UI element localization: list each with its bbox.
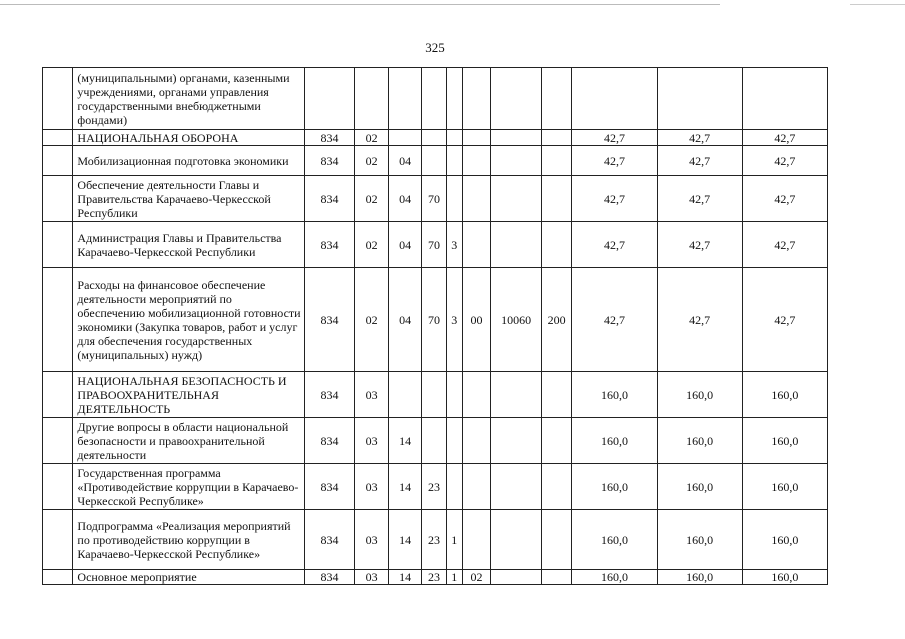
scan-edge-line <box>0 4 720 5</box>
cell-csr1 <box>422 146 446 176</box>
cell-vr <box>541 222 571 268</box>
cell-csr2 <box>446 372 462 418</box>
cell-csr3 <box>462 176 490 222</box>
table-row <box>43 372 828 418</box>
cell-rz: 03 <box>355 510 388 570</box>
cell-name: Обеспечение деятельности Главы и Правительства Карачаево-Черкесской Республики <box>73 176 304 222</box>
cell-csr1: 70 <box>422 268 446 372</box>
cell-csr1: 70 <box>422 222 446 268</box>
cell-vr <box>541 510 571 570</box>
cell-vr: 200 <box>541 268 571 372</box>
cell-pr: 04 <box>388 268 421 372</box>
table-row <box>43 222 828 268</box>
cell-sum1: 160,0 <box>572 510 657 570</box>
cell-name: Подпрограмма «Реализация мероприятий по противодействию коррупции в Карачаево-Черкесской Республике» <box>73 510 304 570</box>
cell-vr <box>541 68 571 130</box>
cell-rz: 03 <box>355 418 388 464</box>
cell-grbs: 834 <box>304 268 355 372</box>
cell-rz: 02 <box>355 222 388 268</box>
cell-rz: 03 <box>355 372 388 418</box>
row-number-cell <box>43 510 73 570</box>
cell-pr <box>388 372 421 418</box>
cell-csr1 <box>422 68 446 130</box>
cell-sum3: 160,0 <box>742 372 827 418</box>
cell-vr <box>541 570 571 585</box>
cell-csr2 <box>446 464 462 510</box>
table-row <box>43 510 828 570</box>
cell-vr <box>541 372 571 418</box>
cell-csr3 <box>462 130 490 146</box>
cell-pr: 14 <box>388 464 421 510</box>
cell-csr4 <box>491 570 542 585</box>
cell-sum2: 42,7 <box>657 176 742 222</box>
cell-sum2: 42,7 <box>657 130 742 146</box>
cell-csr2 <box>446 418 462 464</box>
cell-csr2 <box>446 176 462 222</box>
cell-sum2: 160,0 <box>657 570 742 585</box>
cell-csr3: 00 <box>462 268 490 372</box>
cell-sum2: 42,7 <box>657 146 742 176</box>
cell-sum3 <box>742 68 827 130</box>
cell-csr4 <box>491 68 542 130</box>
cell-csr1: 70 <box>422 176 446 222</box>
cell-sum2: 160,0 <box>657 418 742 464</box>
cell-name: (муниципальными) органами, казенными учреждениями, органами управления государственными внебюджетными фондами) <box>73 68 304 130</box>
cell-csr2: 1 <box>446 510 462 570</box>
cell-name: Основное мероприятие <box>73 570 304 585</box>
cell-name: НАЦИОНАЛЬНАЯ БЕЗОПАСНОСТЬ И ПРАВООХРАНИТЕЛЬНАЯ ДЕЯТЕЛЬНОСТЬ <box>73 372 304 418</box>
row-number-cell <box>43 222 73 268</box>
cell-grbs: 834 <box>304 146 355 176</box>
cell-sum1: 160,0 <box>572 418 657 464</box>
cell-csr3 <box>462 68 490 130</box>
cell-csr3 <box>462 146 490 176</box>
cell-csr4 <box>491 372 542 418</box>
cell-vr <box>541 176 571 222</box>
cell-grbs <box>304 68 355 130</box>
cell-csr1 <box>422 372 446 418</box>
cell-sum3: 160,0 <box>742 510 827 570</box>
cell-csr4 <box>491 130 542 146</box>
page-number: 325 <box>425 40 445 55</box>
cell-name: Администрация Главы и Правительства Карачаево-Черкесской Республики <box>73 222 304 268</box>
row-number-cell <box>43 146 73 176</box>
cell-pr: 14 <box>388 570 421 585</box>
budget-table <box>42 67 828 585</box>
table-row <box>43 570 828 585</box>
cell-grbs: 834 <box>304 222 355 268</box>
table-row <box>43 146 828 176</box>
cell-sum3: 42,7 <box>742 222 827 268</box>
cell-csr2 <box>446 146 462 176</box>
cell-sum1: 42,7 <box>572 176 657 222</box>
cell-csr4 <box>491 418 542 464</box>
cell-sum3: 42,7 <box>742 176 827 222</box>
cell-sum2: 160,0 <box>657 372 742 418</box>
cell-csr1 <box>422 418 446 464</box>
cell-sum3: 42,7 <box>742 268 827 372</box>
cell-vr <box>541 464 571 510</box>
cell-grbs: 834 <box>304 372 355 418</box>
cell-sum3: 42,7 <box>742 130 827 146</box>
row-number-cell <box>43 68 73 130</box>
cell-rz: 03 <box>355 464 388 510</box>
cell-grbs: 834 <box>304 130 355 146</box>
cell-sum3: 160,0 <box>742 418 827 464</box>
cell-grbs: 834 <box>304 418 355 464</box>
cell-vr <box>541 146 571 176</box>
cell-sum1 <box>572 68 657 130</box>
cell-sum1: 160,0 <box>572 464 657 510</box>
cell-name: Расходы на финансовое обеспечение деятельности мероприятий по обеспечению мобилизационной готовности экономики (Закупка товаров, работ и услуг для обеспечения государственных (муниципальных) нужд) <box>73 268 304 372</box>
row-number-cell <box>43 176 73 222</box>
cell-sum2: 160,0 <box>657 510 742 570</box>
cell-vr <box>541 418 571 464</box>
cell-csr1: 23 <box>422 570 446 585</box>
cell-pr: 04 <box>388 146 421 176</box>
cell-sum1: 42,7 <box>572 146 657 176</box>
table-row <box>43 130 828 146</box>
row-number-cell <box>43 268 73 372</box>
cell-csr4 <box>491 464 542 510</box>
cell-pr: 14 <box>388 418 421 464</box>
cell-grbs: 834 <box>304 570 355 585</box>
cell-csr1: 23 <box>422 510 446 570</box>
table-row <box>43 418 828 464</box>
cell-csr4 <box>491 146 542 176</box>
cell-rz: 02 <box>355 146 388 176</box>
cell-rz: 02 <box>355 268 388 372</box>
cell-name: НАЦИОНАЛЬНАЯ ОБОРОНА <box>73 130 304 146</box>
cell-csr2 <box>446 130 462 146</box>
cell-sum1: 42,7 <box>572 222 657 268</box>
cell-name: Государственная программа «Противодействие коррупции в Карачаево-Черкесской Республике» <box>73 464 304 510</box>
table-row <box>43 176 828 222</box>
cell-sum2 <box>657 68 742 130</box>
cell-csr4: 10060 <box>491 268 542 372</box>
cell-pr: 14 <box>388 510 421 570</box>
cell-sum3: 160,0 <box>742 464 827 510</box>
cell-csr3 <box>462 418 490 464</box>
cell-sum3: 160,0 <box>742 570 827 585</box>
cell-sum3: 42,7 <box>742 146 827 176</box>
cell-csr1: 23 <box>422 464 446 510</box>
row-number-cell <box>43 464 73 510</box>
cell-csr2 <box>446 68 462 130</box>
cell-vr <box>541 130 571 146</box>
cell-csr3: 02 <box>462 570 490 585</box>
cell-grbs: 834 <box>304 510 355 570</box>
cell-pr: 04 <box>388 176 421 222</box>
cell-name: Другие вопросы в области национальной безопасности и правоохранительной деятельности <box>73 418 304 464</box>
cell-csr1 <box>422 130 446 146</box>
cell-csr4 <box>491 176 542 222</box>
table-row <box>43 68 828 130</box>
cell-grbs: 834 <box>304 464 355 510</box>
cell-pr <box>388 130 421 146</box>
cell-grbs: 834 <box>304 176 355 222</box>
cell-csr3 <box>462 464 490 510</box>
cell-rz: 02 <box>355 176 388 222</box>
cell-sum1: 160,0 <box>572 372 657 418</box>
table-row <box>43 464 828 510</box>
cell-csr3 <box>462 510 490 570</box>
cell-sum2: 160,0 <box>657 464 742 510</box>
cell-pr <box>388 68 421 130</box>
cell-csr2: 1 <box>446 570 462 585</box>
cell-csr3 <box>462 222 490 268</box>
cell-rz: 02 <box>355 130 388 146</box>
cell-sum1: 160,0 <box>572 570 657 585</box>
cell-csr2: 3 <box>446 222 462 268</box>
cell-csr3 <box>462 372 490 418</box>
cell-pr: 04 <box>388 222 421 268</box>
row-number-cell <box>43 372 73 418</box>
cell-sum1: 42,7 <box>572 130 657 146</box>
cell-rz <box>355 68 388 130</box>
row-number-cell <box>43 570 73 585</box>
cell-name: Мобилизационная подготовка экономики <box>73 146 304 176</box>
cell-sum2: 42,7 <box>657 268 742 372</box>
cell-sum1: 42,7 <box>572 268 657 372</box>
cell-csr4 <box>491 510 542 570</box>
cell-csr4 <box>491 222 542 268</box>
table-row <box>43 268 828 372</box>
scan-edge-line <box>850 4 905 5</box>
cell-csr2: 3 <box>446 268 462 372</box>
cell-rz: 03 <box>355 570 388 585</box>
row-number-cell <box>43 130 73 146</box>
cell-sum2: 42,7 <box>657 222 742 268</box>
table-body <box>43 68 828 585</box>
row-number-cell <box>43 418 73 464</box>
